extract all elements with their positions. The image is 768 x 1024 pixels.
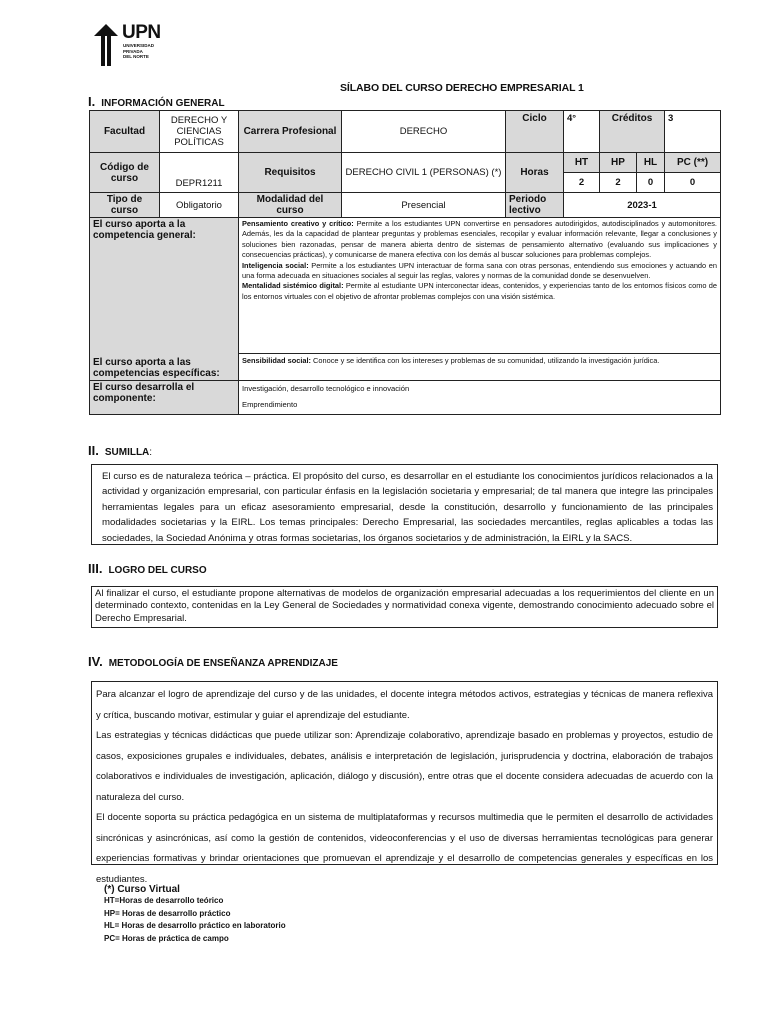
logo-subtitle: UNIVERSIDAD PRIVADA DEL NORTE bbox=[123, 43, 155, 59]
competencia-general-label: El curso aporta a la competencia general: bbox=[93, 219, 196, 241]
logo-brand: UPN bbox=[122, 22, 161, 43]
codigo-value: DEPR1211 bbox=[160, 153, 239, 193]
competencia-item: Mentalidad sistémico digital: Permite al estudiante UPN interconectar ideas, contenidos, y experiencias tanto de los entornos físicos como de los entornos virtuales con el objetivo de afrontar problemas complejos con una visión sistémica. bbox=[242, 281, 717, 301]
hp-header: HP bbox=[600, 153, 637, 173]
facultad-value: DERECHO Y CIENCIAS POLÍTICAS bbox=[160, 111, 239, 153]
sumilla-box bbox=[91, 464, 718, 545]
componente-item: Investigación, desarrollo tecnológico e innovación bbox=[239, 381, 720, 397]
competencias-especificas-label: El curso aporta a las competencias específicas: bbox=[93, 357, 220, 379]
hp-value: 2 bbox=[600, 173, 637, 193]
logro-box bbox=[91, 586, 718, 628]
footnote-item: PC= Horas de práctica de campo bbox=[104, 933, 229, 943]
sumilla-text: El curso es de naturaleza teórica – práctica. El propósito del curso, es desarrollar en el estudiante los conocimientos jurídicos relacionados a la actividad y organización empresarial, con particular énfasis en la legislación societaria y empresarial; de tal manera que integre las principales herramientas legales para un eficaz asesoramiento empresarial, desde la constitución, desarrollo y funcionamiento de las principales modalidades societarias y la EIRL. Los temas principales: Derecho Empresarial, las sociedades mercantiles, reglas aplicables a todas las sociedades, la Sociedad Anónima y otras formas societarias, los órganos societarios y de administración, la EIRL y la SACS. bbox=[102, 471, 713, 544]
tipo-label: Tipo de curso bbox=[90, 193, 160, 218]
componente-label: El curso desarrolla el componente: bbox=[90, 381, 239, 415]
facultad-label: Facultad bbox=[90, 111, 160, 153]
horas-label: Horas bbox=[506, 153, 564, 193]
logro-text: Al finalizar el curso, el estudiante propone alternativas de modelos de organización empresarial adecuadas a los requerimientos del cliente en un determinado contexto, contenidas en la Ley General de Sociedades y normatividad conexa vigente, demostrando conocimiento adecuado sobre el Derecho Empresarial. bbox=[95, 588, 714, 624]
creditos-label: Créditos bbox=[600, 111, 665, 153]
ciclo-value: 4° bbox=[564, 111, 600, 153]
footnote-title: (*) Curso Virtual bbox=[104, 884, 180, 895]
footnotes bbox=[104, 884, 286, 945]
ht-value: 2 bbox=[564, 173, 600, 193]
pc-header: PC (**) bbox=[665, 153, 721, 173]
section-4-heading: IV. METODOLOGÍA DE ENSEÑANZA APRENDIZAJE bbox=[88, 654, 338, 669]
footnote-item: HT=Horas de desarrollo teórico bbox=[104, 896, 224, 905]
metodologia-paragraph: El docente soporta su práctica pedagógica en un sistema de multiplataformas y recursos multimedia que le permiten el desarrollo de actividades sincrónicas y asincrónicas, así como la gestión de contenidos, videoconferencias y el uso de diversas herramientas tecnológicas para generar experiencias formativas y brindar orientaciones que promuevan el aprendizaje y el desarrollo de competencias generales y específicas en los estudiantes. bbox=[96, 812, 713, 885]
ciclo-label: Ciclo bbox=[506, 111, 564, 153]
modalidad-value: Presencial bbox=[342, 193, 506, 218]
hl-header: HL bbox=[637, 153, 665, 173]
competencia-especifica-text: Sensibilidad social: Conoce y se identifica con los intereses y problemas de su comunidad, utilizando la investigación jurídica. bbox=[242, 356, 660, 365]
upn-arrow-icon bbox=[92, 22, 122, 68]
section-2-heading: II. SUMILLA: bbox=[88, 443, 153, 458]
section-1-heading: I. INFORMACIÓN GENERAL bbox=[88, 94, 225, 109]
requisitos-label: Requisitos bbox=[239, 153, 342, 193]
creditos-value: 3 bbox=[665, 111, 721, 153]
competencias-label-cell bbox=[90, 218, 239, 381]
codigo-label: Código de curso bbox=[90, 153, 160, 193]
metodologia-paragraph: Para alcanzar el logro de aprendizaje del curso y de las unidades, el docente integra métodos activos, estrategias y técnicas de manera reflexiva y crítica, buscando motivar, estimular y guiar el aprendizaje del estudiante. bbox=[96, 689, 713, 721]
competencia-item: Inteligencia social: Permite a los estudiantes UPN interactuar de forma sana con otras personas, entendiendo sus emociones y actuando en una forma adecuada en situaciones sociales al seguir las reglas, valores y normas de la comunidad donde se desenvuelven. bbox=[242, 260, 717, 281]
competencia-general-text bbox=[239, 218, 720, 354]
footnote-item: HL= Horas de desarrollo práctico en laboratorio bbox=[104, 921, 286, 930]
metodologia-paragraph: Las estrategias y técnicas didácticas que puede utilizar son: Aprendizaje colaborativo, aprendizaje basado en problemas y proyectos, estudio de casos, exposiciones grupales e individuales, debates, análisis e interpretación de legislación, jurisprudencia y doctrina, elaboración de trabajos colaborativos e individuales de investigación, aplicación, diálogo y discusión), entre otras que el docente considera adecuadas de acuerdo con la naturaleza del curso. bbox=[96, 730, 713, 803]
section-3-heading: III. LOGRO DEL CURSO bbox=[88, 561, 207, 576]
tipo-value: Obligatorio bbox=[160, 193, 239, 218]
componentes-cell bbox=[239, 381, 721, 415]
carrera-value: DERECHO bbox=[342, 111, 506, 153]
pc-value: 0 bbox=[665, 173, 721, 193]
periodo-label: Periodo lectivo bbox=[506, 193, 564, 218]
upn-logo bbox=[92, 22, 166, 68]
hl-value: 0 bbox=[637, 173, 665, 193]
general-info-table bbox=[89, 110, 721, 415]
componente-item: Emprendimiento bbox=[242, 400, 298, 410]
document-title: SÍLABO DEL CURSO DERECHO EMPRESARIAL 1 bbox=[340, 82, 584, 94]
modalidad-label: Modalidad del curso bbox=[239, 193, 342, 218]
carrera-label: Carrera Profesional bbox=[239, 111, 342, 153]
competencias-text-cell bbox=[239, 218, 721, 381]
ht-header: HT bbox=[564, 153, 600, 173]
metodologia-box bbox=[91, 681, 718, 885]
competencia-item: Pensamiento creativo y crítico: Permite a los estudiantes UPN convertirse en pensadores autodirigidos, autodisciplinados y automonitores. Además, les da la capacidad de plantear preguntas y problemas esenciales, recopilar y evaluar información relevante, llegar a conclusiones y soluciones bien razonadas, pensar de manera abierta dentro de sistemas de pensamiento alternativo (evaluando sus implicaciones y consecuencias prácticas), y comunicarse de manera efectiva con los demás al buscar soluciones para problemas complejos. bbox=[242, 219, 717, 260]
requisitos-value: DERECHO CIVIL 1 (PERSONAS) (*) bbox=[342, 153, 506, 193]
footnote-item: HP= Horas de desarrollo práctico bbox=[104, 908, 231, 918]
periodo-value: 2023-1 bbox=[564, 193, 721, 218]
